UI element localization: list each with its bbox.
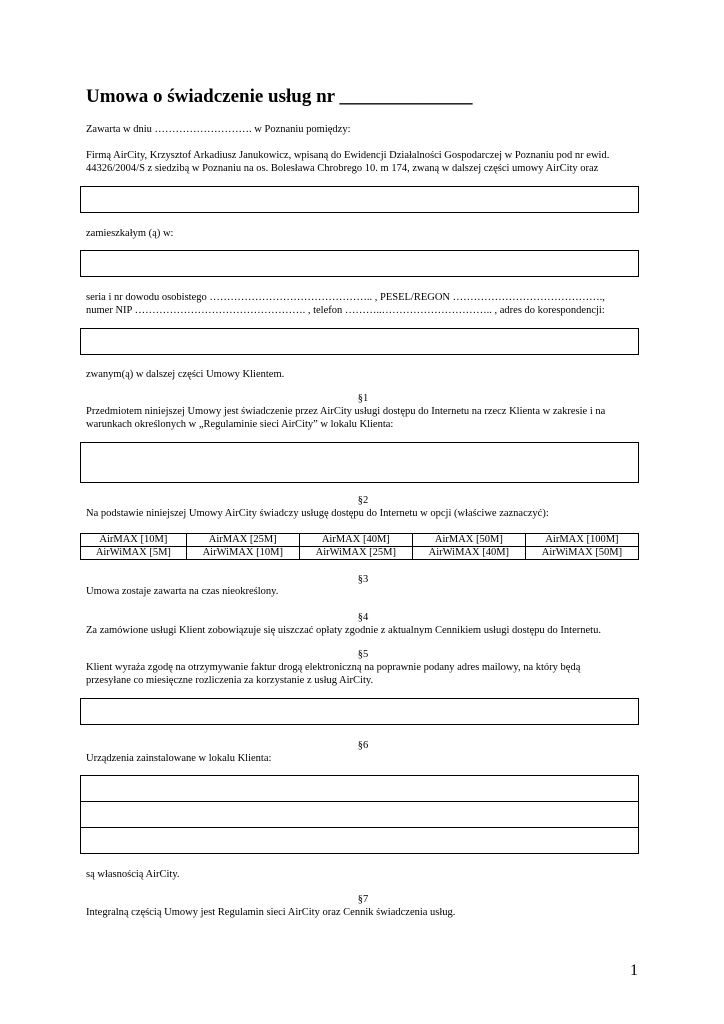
option-cell[interactable]: AirMAX [40M] (299, 534, 412, 547)
intro-line: Zawarta w dniu ………………………. w Poznaniu pomiędzy: (86, 124, 351, 135)
table-row (81, 802, 639, 828)
table-row (81, 547, 639, 560)
client-name-field[interactable] (80, 186, 639, 213)
company-line-2: 44326/2004/S z siedzibą w Poznaniu na os. Bolesława Chrobrego 10. m 174, zwaną w dalszej części umowy AirCity oraz (86, 163, 599, 174)
device-entry-field[interactable] (81, 802, 639, 828)
option-cell[interactable]: AirWiMAX [40M] (412, 547, 525, 560)
option-cell[interactable]: AirWiMAX [25M] (299, 547, 412, 560)
id-line-1: seria i nr dowodu osobistego ……………………………………….. , PESEL/REGON ……………………………………., (86, 292, 605, 303)
email-address-field[interactable] (80, 698, 639, 725)
option-cell[interactable]: AirMAX [10M] (81, 534, 187, 547)
section-5-heading: §5 (357, 649, 369, 660)
option-cell[interactable]: AirMAX [25M] (186, 534, 299, 547)
section-2-line-1: Na podstawie niniejszej Umowy AirCity świadczy usługę dostępu do Internetu w opcji (właściwe zaznaczyć): (86, 508, 549, 519)
client-definition: zwanym(ą) w dalszej części Umowy Klientem. (86, 369, 285, 380)
section-6-line-1: Urządzenia zainstalowane w lokalu Klienta: (86, 753, 272, 764)
devices-table (80, 775, 639, 854)
section-5-line-2: przesyłane co miesięczne rozliczenia za korzystanie z usług AirCity. (86, 675, 374, 686)
option-cell[interactable]: AirWiMAX [50M] (525, 547, 638, 560)
section-7-line-1: Integralną częścią Umowy jest Regulamin sieci AirCity oraz Cennik świadczenia usług. (86, 907, 456, 918)
residence-label: zamieszkałym (ą) w: (86, 228, 174, 239)
option-cell[interactable]: AirWiMAX [10M] (186, 547, 299, 560)
option-cell[interactable]: AirMAX [100M] (525, 534, 638, 547)
option-cell[interactable]: AirWiMAX [5M] (81, 547, 187, 560)
company-line-1: Firmą AirCity, Krzysztof Arkadiusz Janukowicz, wpisaną do Ewidencji Działalności Gospodarczej w Poznaniu pod nr ewid. (86, 150, 610, 161)
section-5-line-1: Klient wyraża zgodę na otrzymywanie faktur drogą elektroniczną na poprawnie podany adres mailowy, na który będą (86, 662, 581, 673)
section-1-line-2: warunkach określonych w „Regulaminie sieci AirCity” w lokalu Klienta: (86, 419, 394, 430)
option-cell[interactable]: AirMAX [50M] (412, 534, 525, 547)
service-location-field[interactable] (80, 442, 639, 483)
page-number: 1 (630, 962, 638, 979)
property-line: są własnością AirCity. (86, 869, 180, 880)
residence-field[interactable] (80, 250, 639, 277)
options-table (80, 533, 639, 560)
section-4-heading: §4 (357, 612, 369, 623)
correspondence-address-field[interactable] (80, 328, 639, 355)
device-entry-field[interactable] (81, 828, 639, 854)
section-3-heading: §3 (357, 574, 369, 585)
section-1-line-1: Przedmiotem niniejszej Umowy jest świadczenie przez AirCity usługi dostępu do Internetu na rzecz Klienta w zakresie i na (86, 406, 606, 417)
section-7-heading: §7 (357, 894, 369, 905)
device-entry-field[interactable] (81, 776, 639, 802)
table-row (81, 776, 639, 802)
section-3-line-1: Umowa zostaje zawarta na czas nieokreślony. (86, 586, 279, 597)
section-4-line-1: Za zamówione usługi Klient zobowiązuje się uiszczać opłaty zgodnie z aktualnym Cennikiem usługi dostępu do Internetu. (86, 625, 601, 636)
section-1-heading: §1 (357, 393, 369, 404)
document-title: Umowa o świadczenie usług nr ______________ (86, 86, 473, 107)
section-2-heading: §2 (357, 495, 369, 506)
table-row (81, 828, 639, 854)
table-row (81, 534, 639, 547)
section-6-heading: §6 (357, 740, 369, 751)
id-line-2: numer NIP …………………………………………. , telefon ………..………………………….. , adres do korespondencji: (86, 305, 605, 316)
